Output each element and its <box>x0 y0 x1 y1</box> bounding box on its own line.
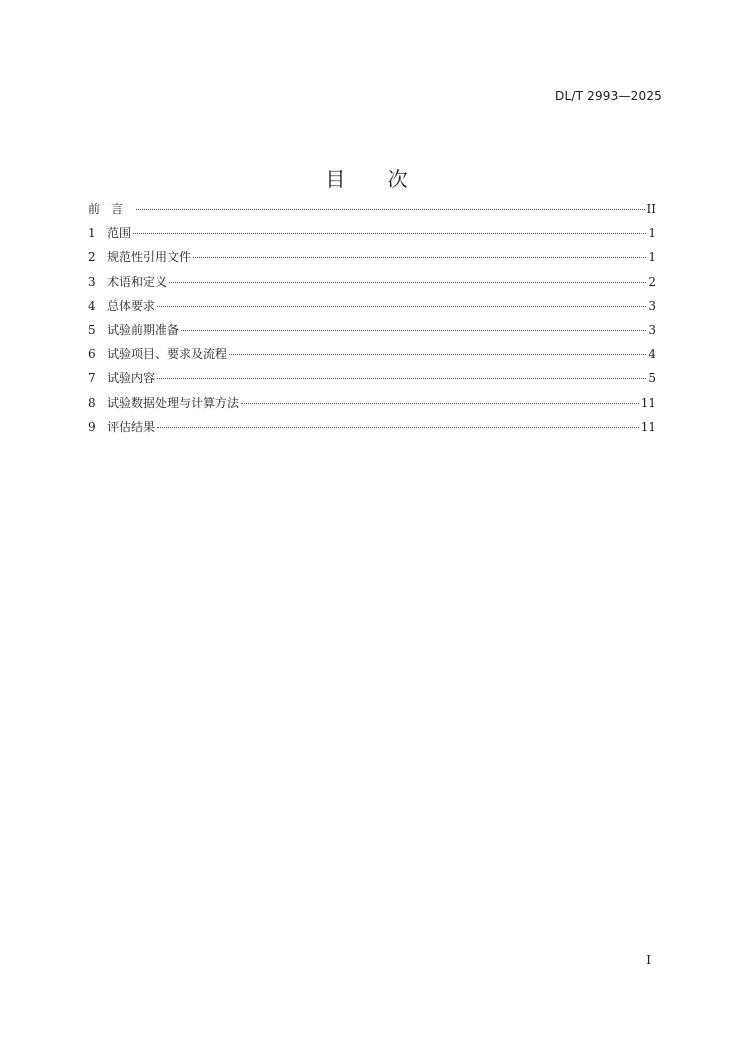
toc-entry-4[interactable] <box>88 297 656 321</box>
toc-entry-number: 4 <box>88 298 96 313</box>
toc-entry-7[interactable] <box>88 369 656 393</box>
toc-entry-page: II <box>646 202 656 216</box>
toc-entry-number: 2 <box>88 250 96 265</box>
toc-entry-page: 1 <box>648 250 656 265</box>
toc-entry-5[interactable] <box>88 321 656 345</box>
toc-entry-page: 5 <box>648 371 656 386</box>
toc-entry-text: 前言 <box>88 202 135 216</box>
toc-leader-dots <box>241 403 639 404</box>
toc-entry-number: 5 <box>88 322 96 337</box>
toc-entry-2[interactable] <box>88 248 656 272</box>
toc-leader-dots <box>136 209 645 210</box>
toc-leader-dots <box>157 306 646 307</box>
toc-entry-number: 6 <box>88 347 96 362</box>
toc-entry-number: 7 <box>88 371 96 386</box>
toc-leader-dots <box>181 330 646 331</box>
toc-entry-page: 1 <box>648 226 656 241</box>
toc-entry-number: 9 <box>88 419 96 434</box>
toc-entry-text: 术语和定义 <box>107 274 168 289</box>
toc-entry-3[interactable] <box>88 273 656 297</box>
toc-entry-text: 试验项目、要求及流程 <box>107 347 228 362</box>
toc-entry-number: 1 <box>88 226 96 241</box>
toc-entry-page: 3 <box>648 322 656 337</box>
toc-entry-page: 11 <box>640 395 656 410</box>
standard-code: DL/T 2993—2025 <box>555 89 662 103</box>
toc-entry-number: 8 <box>88 395 96 410</box>
toc-entry-8[interactable] <box>88 394 656 418</box>
toc-leader-dots <box>133 233 646 234</box>
toc-entry-text: 总体要求 <box>107 298 156 313</box>
toc-entry-page: 2 <box>648 274 656 289</box>
toc-entry-page: 11 <box>640 419 656 434</box>
toc-entry-number: 3 <box>88 274 96 289</box>
toc-entry-page: 4 <box>648 347 656 362</box>
toc-entry-text: 试验内容 <box>107 371 156 386</box>
table-of-contents <box>88 200 656 442</box>
toc-entry-9[interactable] <box>88 418 656 442</box>
toc-leader-dots <box>229 354 646 355</box>
toc-entry-text: 评估结果 <box>107 419 156 434</box>
toc-entry-text: 规范性引用文件 <box>107 250 192 265</box>
toc-entry-6[interactable] <box>88 345 656 369</box>
toc-entry-text: 试验前期准备 <box>107 322 180 337</box>
toc-entry-text: 范围 <box>107 226 132 241</box>
toc-leader-dots <box>157 378 646 379</box>
page-number: I <box>646 953 651 967</box>
toc-entry-text: 试验数据处理与计算方法 <box>107 395 240 410</box>
toc-leader-dots <box>193 257 646 258</box>
toc-entry-1[interactable] <box>88 224 656 248</box>
toc-leader-dots <box>157 427 639 428</box>
toc-title: 目 次 <box>325 167 426 191</box>
toc-leader-dots <box>169 282 646 283</box>
toc-entry-page: 3 <box>648 298 656 313</box>
toc-entry-foreword[interactable] <box>88 200 656 224</box>
